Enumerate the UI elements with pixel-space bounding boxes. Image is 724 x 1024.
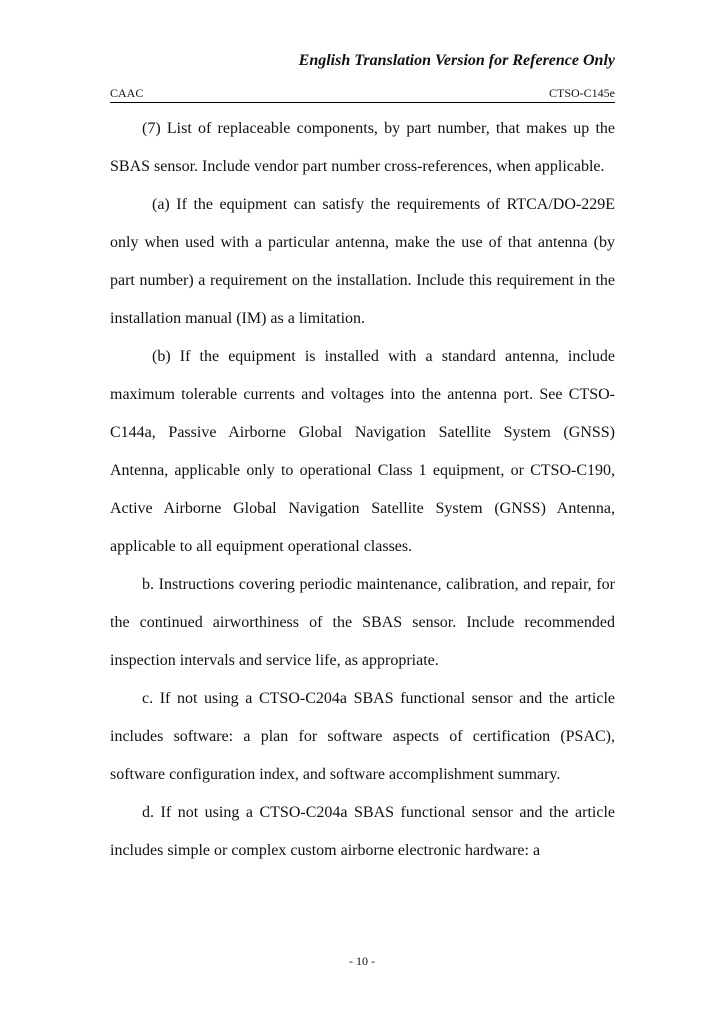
header-org: CAAC — [110, 86, 144, 100]
paragraph-replaceable-components: (7) List of replaceable components, by part number, that makes up the SBAS sensor. Include vendor part number cross-references, when applicable. — [110, 120, 615, 175]
translation-banner: English Translation Version for Reference Only — [298, 52, 615, 69]
paragraph-standard-antenna: (b) If the equipment is installed with a standard antenna, include maximum tolerable currents and voltages into the antenna port. See CTSO-C144a, Passive Airborne Global Navigation Satellite System (GNSS) Antenna, applicable only to operational Class 1 equipment, or CTSO-C190, Active Airborne Global Navigation Satellite System (GNSS) Antenna, applicable to all equipment operational classes. — [110, 348, 615, 555]
paragraph-particular-antenna: (a) If the equipment can satisfy the requirements of RTCA/DO-229E only when used with a particular antenna, make the use of that antenna (by part number) a requirement on the installation. Include this requirement in the installation manual (IM) as a limitation. — [110, 196, 615, 327]
paragraph-software-plan: c. If not using a CTSO-C204a SBAS functional sensor and the article includes software: a plan for software aspects of certification (PSAC), software configuration index, and software accomplishment summary. — [110, 690, 615, 783]
page-header — [110, 86, 615, 103]
header-doc-id: CTSO-C145e — [549, 86, 615, 100]
page-number: - 10 - — [349, 954, 375, 968]
paragraph-maintenance-instructions: b. Instructions covering periodic maintenance, calibration, and repair, for the continued airworthiness of the SBAS sensor. Include recommended inspection intervals and service life, as appropriate. — [110, 576, 615, 669]
document-body — [110, 110, 615, 870]
paragraph-custom-hardware: d. If not using a CTSO-C204a SBAS functional sensor and the article includes simple or complex custom airborne electronic hardware: a — [110, 804, 615, 859]
